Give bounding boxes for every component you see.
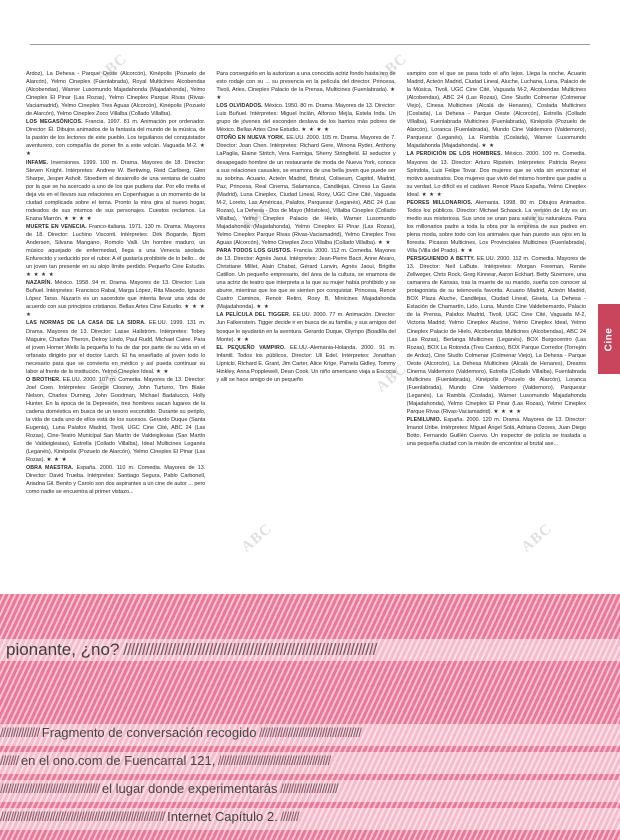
- ad-line-3: /////// en el ono.com de Fuencarral 121, ///////////////////////////////////////////: [0, 753, 331, 768]
- film-listing: [26, 159, 205, 223]
- rating-stars: ★ ★ ★ ★: [26, 304, 206, 319]
- film-listing: [26, 376, 205, 465]
- film-title: LOS OLVIDADOS.: [216, 103, 263, 110]
- ad-line-2: /////////////// Fragmento de conversación recogido ///////////////////////////////////////: [0, 725, 361, 740]
- film-listing: [26, 70, 205, 118]
- film-listing: [407, 70, 586, 150]
- film-listing: [407, 255, 586, 416]
- film-title: LAS NORMAS DE LA CASA DE LA SIDRA.: [26, 320, 146, 327]
- film-title: LA PERDICIÓN DE LOS HOMBRES.: [406, 151, 503, 158]
- watermark-logo: ABC: [93, 360, 131, 396]
- film-listing: [216, 134, 395, 247]
- watermark-logo: ABC: [93, 50, 131, 86]
- watermark-logo: ABC: [238, 200, 276, 236]
- watermark-logo: ABC: [373, 360, 411, 396]
- ad-headline: pionante, ¿no? ////////////////////////////////////////////////////////////////////: [6, 640, 377, 659]
- film-description: EE.UU.-Alemania-Holanda. 2000. 91 m. Infantil. Todos los públicos. Director: Uli Edel. Intérpretes: Jonathan Lipnicki, Richard E. Grant, Jim Carter, Alice Krige, Pamela Gidley, Tommy Hinkley, Anna Popplewell, Dean Cook. Un niño americano viaja a Escocia y allí se hace amigo de un pequeño: [216, 344, 396, 383]
- film-description: EE.UU. 2000. 112 m. Comedia. Mayores de 13. Director: Neil LaBute. Intérpretes: Morgan Freeman, Renée Zellweger, Chris Rock, Greg Kinnear, Aaron Eckhart. Betty Sizemore, una camarera de Kansas, tras la muerte de su marido, sueña con conocer al protagonista de su telenovela favorita. Acuario Madrid, Acteón Madrid, BOX Plaza Aluche, Candilejas, Ciudad Lineal, Gisela, La Dehesa - Estación de Chamartín, Lido, Luna, Mundo Cine Valdebernardo, Palacio de la Prensa, Palafox Madrid, Tivoli, UGC Cine Cité, Vaguada M-2, Victoria Madrid, Yelmo Cineplex Alucine, Yelmo Cineplex Ideal, Yelmo Cineplex Palacio de Hielo, Alcobendas Multicines (Alcobendas), ABC 24 (Las Rozas), Berlanga Multicines (Leganés), BOX Burgocentro (Las Rozas), BOX La Rotonda (Tres Cantos), BOX Parque Corredor (Torrejón de Ardoz), Cine Studio Colmenar (Colmenar Viejo), La Dehesa - Parque Oeste (Alcorcón), La Dehesa Multicines (Alcalá de Henares), Dreams Cinema Valdemoro (Valdemoro), Estrella (Collado Villalba), Fuenlabrada Multicines (Fuenlabrada), Kinépolis (Pozuelo de Alarcón), Loranca (Fuenlabrada), Mundo Cine Valdemoro (Valdemoro), Parquesur (Leganés), La Rambla (Coslada), Warner Lusomundo Majadahonda (Majadahonda), Yelmo Cineplex El Pinar (Las Rozas), Yelmo Cineplex Parque Rivas (Rivas-Vaciamadrid).: [406, 256, 586, 415]
- ad-line-5: /////////////////////////////////////////////////////////////// Internet Capítulo 2. ///////: [0, 809, 299, 824]
- watermark-logo: ABC: [518, 200, 556, 236]
- rating-stars: ★ ★ ★ ★: [301, 127, 330, 134]
- film-listing: [216, 102, 395, 134]
- rating-stars: ★ ★ ★ ★: [493, 408, 522, 415]
- film-listing: [407, 199, 586, 255]
- rating-stars: ★ ★: [377, 239, 391, 246]
- rating-stars: ★ ★: [256, 304, 270, 311]
- film-listing: [26, 319, 205, 375]
- ad-line-4: ////////////////////////////////////// el lugar donde experimentarás //////////////////////: [0, 781, 338, 796]
- film-description: EE.UU. 2000. 77 m. Animación. Director: Jun Falkenstein. Tigger decide ir en busca de su familia, y sus amigos del bosque le ayudarán en la aventura. Gerardo Duque, Olympo (Boadilla del Monte).: [216, 312, 396, 343]
- film-description: EE.UU. 1999. 131 m. Drama. Mayores de 13. Director: Lasse Hallström. Intérpretes: Tobey Maguire, Charlize Theron, Delroy Lindo, Paul Rudd, Michael Caine. Para el joven Homer Wells la pequeña lo ha de dar por parte de su vida en el orfanato dirigido por el doctor Larch. El ha enseñado al joven todo lo necesario para que se convierta en médico y así pueda continuar su labor al frente de la institución. Yelmo Cineplex Ideal.: [26, 320, 206, 375]
- film-description: Inversiones. 1999. 100 m. Drama. Mayores de 18. Director: Steven Knight. Intérpretes: Andrew W. Bertiwing, Reid Carlberg, Glen Sharpe, Jesper Asholt. Stoediem el desarrollo de una ventana de cuatro por la que se ha acercado a uno de los que pudiera dar. Por ello melta el deja vis en el llevars sus relaciones en Copenhague a un momento de la ciudad complicada sobre el tema. Pronto la mira gira al nuevo hogar, rodeados de sus mismos de sus personajes. Cuestos reclamos. La Enana Marrón.: [26, 159, 206, 222]
- film-description: EE.UU. 2000. 105 m. Drama. Mayores de 7. Director: Joan Chen. Intérpretes: Richard Gere, Winona Ryder, Anthony LaPaglia, Elaine Stritch, Vera Farmiga, Sherry Stringfield. El seductor y desapegado hombre de un restaurante de moda de Nueva York, conoce a sus relaciones casuales, se enamora de una bella joven que puede ser su sobrina. Acuario, Acteón Madrid, Bristol, Coliseum, Capitol, Madrid, Paz, Princesa, Real Cinema, Salamanca, Candilejas, Cinesa La Gavia (Madrid), Luna Cineplex, Ciudad Lineal, Roxy, UGC Cine Cité, Vaguada M-2, Loreto, Las Américas, Palafox, Parquesur (Leganés), ABC 24 (Las Rozas), La Dehesa - Dos de Mayo (Móstoles), Villalba Cineplex (Collado Villalba), Yelmo Cineplex Palacio de Hielo, Warner Lusomundo Majadahonda (Majadahonda), Yelmo Cineplex El Pinar (Las Rozas), Yelmo Cineplex Parque Rivas (Rivas-Vaciamadrid), Yelmo Cineplex Tres Aguas (Alcorcón), Yelmo Cineplex Zoco Villalba (Collado Villalba).: [216, 135, 396, 246]
- film-listing: [216, 344, 395, 384]
- film-title: LA PELÍCULA DEL TIGGER.: [216, 312, 291, 319]
- film-title: EL PEQUEÑO VAMPIRO.: [216, 344, 286, 351]
- rating-stars: ★ ★ ★: [46, 457, 68, 464]
- rating-stars: ★ ★: [155, 368, 170, 375]
- film-listing: [407, 150, 586, 198]
- film-listing: [216, 311, 395, 343]
- film-description: Alemania. 1998. 80 m. Dibujos Animados. Todos los públicos. Director: Michael Schaack. La versión de Lily es un medio sus misteriosa. Sus unos se unan para salvar su naturaleza. Para los millonarios padre a toda la obra por la empresa de sus padres en plena moda, sobre todo con los animales que han puesto sus ojos en la floresta. Picasso Multicines, Los Provinciales Multicines (Fuenlabrada), Villa (Villa del Prado).: [406, 199, 586, 255]
- film-description: México. 1950. 80 m. Drama. Mayores de 13. Director: Luis Buñuel. Intérpretes: Miguel Inclán, Alfonso Mejía, Estela Inda. Un grupo de jóvenes del esconden deslava de los barrios más pobres de México. Bellas Artes Cine Estudio.: [216, 103, 396, 134]
- film-title: MUERTE EN VENECIA.: [26, 223, 87, 230]
- film-listing: [216, 70, 395, 102]
- film-description: vampiro con el que se pasa todo el año lejos. Llega la noche. Acuario Madrid, Acteón Madrid, Ciudad Lineal, Aluche, Luchana, Luna, Palacio de la Música, Tivoli, UGC Cine Cité, Vaguada M-2, Alcobendas Multicines (Alcobendas), ABC 24 (Las Rozas), Cine Studio Colmenar (Colmenar Viejo), Cinesa Multicines (Alcalá de Henares), Coslada Multicines (Coslada), La Dehesa - Parque Oeste (Alcorcón), Estrella (Collado Villalba), Fuenlabrada Multicines (Fuenlabrada), Kinépolis (Pozuelo de Alarcón), Loranca (Fuenlabrada), Mundo Cine Valdemoro (Valdemoro), Parquesur (Leganés), La Rambla (Coslada), Warner Lusomundo Majadahonda (Majadahonda).: [406, 71, 586, 150]
- film-description: Para conseguirlo en la autorizan a una conocida actriz fondo hasta oro de esto rodaje con su ... su presencia en la película del director. Princesa, Tivoli, Aries, Cineplex Palacio de la Prensa, Multicines (Fuenlabrada).: [216, 71, 396, 94]
- section-tab-label: Cine: [603, 327, 615, 351]
- film-description: México. 1958. 94 m. Drama. Mayores de 13. Director: Luis Buñuel. Intérpretes: Francisco Rabal, Marga López, Rita Macedo, Ignacio López Tarso. Nazarín es un sacerdote que intenta llevar una vida de acuerdo con sus principios cristianos. Bellas Artes Cine Estudio.: [26, 280, 206, 311]
- rating-stars: ★ ★: [481, 143, 495, 150]
- rating-stars: ★ ★: [236, 336, 250, 343]
- watermark-logo: ABC: [238, 520, 276, 556]
- film-title: OBRA MAESTRA.: [26, 465, 74, 472]
- top-rule: [30, 44, 590, 45]
- film-title: INFAME.: [26, 159, 49, 166]
- film-listing: [26, 279, 205, 319]
- film-description: Francia. 1997. 81 m. Animación por ordenador. Director: Él. Dibujos animados de la fantasía del mundo de la música, de la pasión de los lectores de este pueblo. Los teguilanos del conquistador aventurero, con compañía de poner fin a este volcán. Vaguada M-2.: [26, 119, 206, 150]
- watermark-logo: ABC: [373, 50, 411, 86]
- rating-stars: ★ ★: [216, 87, 396, 102]
- advertisement-band[interactable]: [0, 594, 620, 840]
- rating-stars: ★ ★: [26, 143, 206, 158]
- film-description: EE.UU. 2000. 107 m. Comedia. Mayores de 13. Director: Joel Coen. Intérpretes: George Clooney, John Turturro, Tim Blake Nelson, Charles Durning, John Goodman, Michael Badalucco, Holly Hunter. En la época de la Depresión, tres hombres sacan lugares de la cadena doméstica en busca de un tesoro escondido. Durante su periplo, la vida de cada uno de ellos está de los sucesos. Gerardo Duque (Santa Eugenia), Luna Palafox Madrid, Tivoli, UGC Cine Cité, ABC 24 (Las Rozas), Cine-Teatro Municipal San Martín de Valdeiglesias (San Martín de Valdeiglesias), Estrella (Collado Villalba), Ideal Multicines Leganés (Leganés), Kinépolis (Pozuelo de Alarcón), Yelmo Cineplex El Pinar (Las Rozas).: [26, 376, 206, 464]
- film-description: Ardoz), La Dehesa - Parque Oeste (Alcorcón), Kinépolis (Pozuelo de Alarcón), Yelmo Cineplex (Fuenlabrada), Royal Multicines Alcobendas (Alcobendas), Warner Lusomundo Majadahonda (Majadahonda), Yelmo Cineplex El Pinar (Las Rozas), Yelmo Cineplex Parque Rivas (Rivas-Vaciamadrid), Yelmo Cineplex Tres Aguas (Alcorcón), Kinépolis (Pozuelo de Alarcón), Yelmo Cineplex Zoco Villalba (Collado Villalba).: [26, 71, 206, 118]
- film-title: PARA TODOS LOS GUSTOS.: [216, 248, 292, 255]
- film-listing: [26, 118, 205, 158]
- film-title: OTOÑO EN NUEVA YORK.: [216, 135, 285, 142]
- section-tab-cine[interactable]: [598, 304, 620, 374]
- film-title: NAZARÍN.: [26, 280, 53, 287]
- film-description: Franco-italiana. 1971. 130 m. Drama. Mayores de 18. Director: Luchino Visconti. Intérpretes: Dirk Bogarde, Bjorn Andersen, Silvana Mangano, Romolo Valli. Un hombre maduro, un músico aquejado de enfermedad, llega a una Venecia asolada. Enfurecido y seducido por el rubor. A él gustaría prohibirle de lo bello... de un joven tan presente en su alojo límite perdido. Pequeño Cine Estudio.: [26, 223, 206, 271]
- film-listing: [216, 247, 395, 311]
- film-title: O BROTHER.: [26, 376, 61, 383]
- film-listing: [407, 416, 586, 448]
- rating-stars: ★ ★: [460, 248, 474, 255]
- film-description: España. 2000. 110 m. Comedia. Mayores de 13. Director: David Trueba. Intérpretes: Santiago Segura, Pablo Carbonell, Ariadna Gil. Benito y Carolo son dos aspirantes a un cine de autor ... pero como nadie se encuentra al primer vistazo...: [26, 465, 206, 496]
- film-title: PEORES MILLONARIOS.: [406, 199, 473, 206]
- film-description: Francia. 2000. 112 m. Comedia. Mayores de 13. Director: Agnès Jaoui. Intérpretes: Jean-Pierre Bacri, Anne Alvaro, Christiane Millet, Alain Chabat, Gérard Lanvin, Agnès Jaoui, Brigitte Catillon. Un pequeño empresario, del área de la cultura, se enamora de una actriz de teatro que interpreta a la que su mujer había prohibido y se aburre, mientras que los que se sienten por conquistar. Princesa, Renoir Cuatro Caminos, Renoir Retiro, Roxy B, Minicines Majadahonda (Majadahonda).: [216, 248, 396, 311]
- film-description: España. 2000. 120 m. Drama. Mayores de 13. Director: Imanol Uribe. Intérpretes: Miguel Ángel Solá, Adriana Ozores, Juan Diego Botto, Fernando Guillén Cuervo. Un inspector de policía se traslada a una pequeña ciudad con la misión de encontrar al brutal ase...: [406, 417, 586, 448]
- film-title: PERSIGUIENDO A BETTY.: [406, 256, 475, 263]
- film-title: LOS MEGASÓNICOS.: [26, 119, 83, 126]
- film-description: México. 2000. 100 m. Comedia. Mayores de 13. Director: Arturo Ripstein. Intérpretes: Patricia Reyes Spíndola, Luis Felipe Tovar. Dos mujeres que se vida sin encontrar el motivo asesinatos. Dos mujeres que vivió del mismo hombre que padre a su verdad. Lo difícil es el cadáver. Renoir Plaza España, Yelmo Cineplex Ideal.: [406, 151, 586, 198]
- film-listing: [26, 223, 205, 279]
- listings-column-2: [216, 70, 395, 590]
- listings-columns: [26, 70, 586, 590]
- film-listing: [26, 464, 205, 496]
- rating-stars: ★ ★ ★: [421, 191, 443, 198]
- rating-stars: ★ ★ ★ ★: [63, 215, 93, 222]
- watermark-logo: ABC: [518, 520, 556, 556]
- rating-stars: ★ ★ ★ ★: [26, 272, 55, 279]
- film-title: PLENILUNIO.: [406, 417, 442, 424]
- listings-column-1: [26, 70, 205, 590]
- listings-column-3: [407, 70, 586, 590]
